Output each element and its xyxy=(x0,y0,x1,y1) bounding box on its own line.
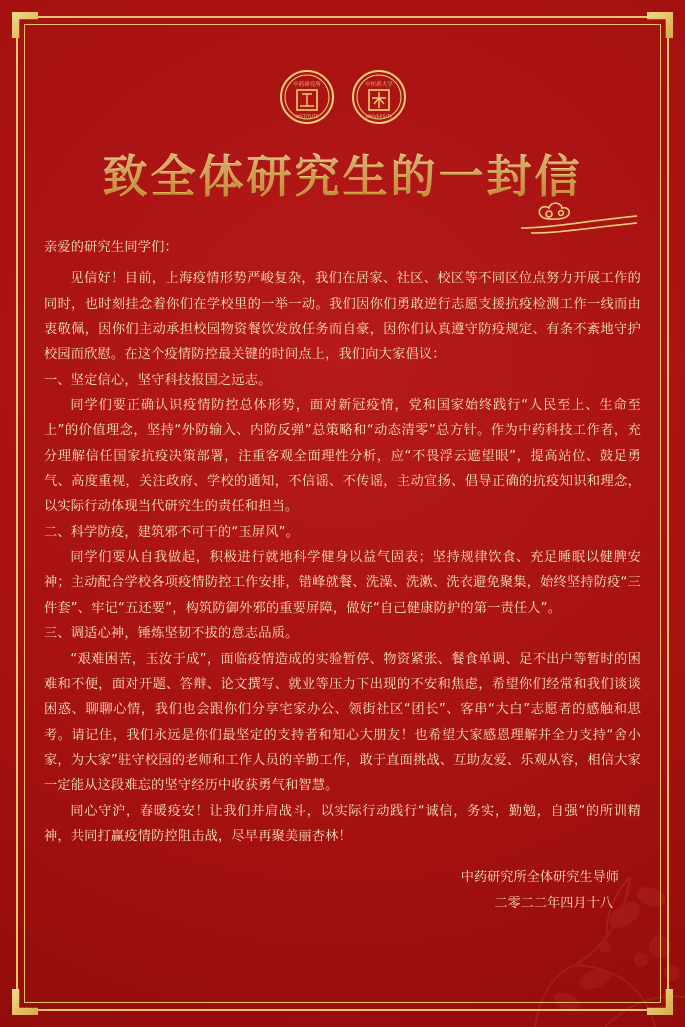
institute-seal-right-icon xyxy=(350,68,408,126)
svg-text:中医药大学: 中医药大学 xyxy=(364,82,393,88)
signature-author: 中药研究所全体研究生导师 xyxy=(460,870,619,886)
paragraph-6: 三、调适心神，锤炼坚韧不拔的意志品质。 xyxy=(44,626,299,642)
svg-text:UNIVERSITY: UNIVERSITY xyxy=(365,115,392,120)
paragraph-1: 见信好！目前，上海疫情形势严峻复杂，我们在居家、社区、校区等不同区位点努力开展工作的同时，也时刻挂念着你们在学校里的一举一动。我们因你们勇敢逆行志愿支援抗疫检测工作一线而由衷敬佩，因你们主动承担校园物资餐饮发放任务而自豪，因你们认真遵守防疫规定、有条不紊地守护校园而欣慰。在这个疫情防控最关键的时间点上，我们向大家倡议： xyxy=(44,271,641,363)
salutation: 亲爱的研究生同学们： xyxy=(44,240,178,255)
paragraph-8: 同心守沪，春暖疫安！让我们并肩战斗，以实际行动践行“诚信，务实，勤勉，自强”的所训精神，共同打赢疫情防控阻击战，尽早再聚美丽杏林！ xyxy=(44,803,641,844)
page-title: 致全体研究生的一封信 xyxy=(102,140,582,205)
paragraph-4: 二、科学防疫，建筑邪不可干的“玉屏风”。 xyxy=(44,524,300,540)
cloud-flourish-icon xyxy=(519,202,639,236)
letter-content xyxy=(40,40,645,987)
signature-block xyxy=(40,865,645,916)
paragraph-7: “艰难困苦，玉汝于成”，面临疫情造成的实验暂停、物资紧张、餐食单调、足不出户等暂时的困难和不便，面对开题、答辩、论文撰写、就业等压力下出现的不安和焦虑，希望你们经常和我们谈谈困惑、聊聊心情，我们也会跟你们分享宅家办公、领街社区“团长”、客串“大白”志愿者的感触和思考。请记住，我们永远是你们最坚定的支持者和知心大朋友！也希望大家感恩理解并全力支持“舍小家，为大家”驻守校园的老师和工作人员的辛勤工作，敢于直面挑战、互助友爱、乐观从容，相信大家一定能从这段难忘的坚守经历中收获勇气和智慧。 xyxy=(44,651,641,794)
paragraph-2: 一、坚定信心，坚守科技报国之远志。 xyxy=(44,372,272,388)
institute-seal-left-icon xyxy=(278,68,336,126)
paragraph-5: 同学们要从自我做起，积极进行就地科学健身以益气固表；坚持规律饮食、充足睡眠以健脾安神；主动配合学校各项疫情防控工作安排，错峰就餐、洗澡、洗漱、洗衣避免聚集，始终坚持防疫“三件套”、牢记“五还要”，构筑防御外邪的重要屏障，做好“自己健康防护的第一责任人”。 xyxy=(44,550,641,616)
letter-body xyxy=(40,235,645,849)
signature-date: 二零二二年四月十八 xyxy=(494,895,613,911)
title-block xyxy=(40,140,645,205)
svg-text:中药研究所: 中药研究所 xyxy=(292,82,321,88)
logo-row xyxy=(40,40,645,126)
paragraph-3: 同学们要正确认识疫情防控总体形势，面对新冠疫情，党和国家始终践行“人民至上、生命至上”的价值理念，坚持“外防输入、内防反弹”总策略和“动态清零”总方针。作为中药科技工作者，充分理解信任国家抗疫决策部署，注重客观全面理性分析，应“不畏浮云遮望眼”，提高站位、鼓足勇气、高度重视，关注政府、学校的通知，不信谣、不传谣，主动宣扬、倡导正确的抗疫知识和理念，以实际行动体现当代研究生的责任和担当。 xyxy=(44,398,641,515)
svg-text:INSTITUTE: INSTITUTE xyxy=(294,115,319,120)
